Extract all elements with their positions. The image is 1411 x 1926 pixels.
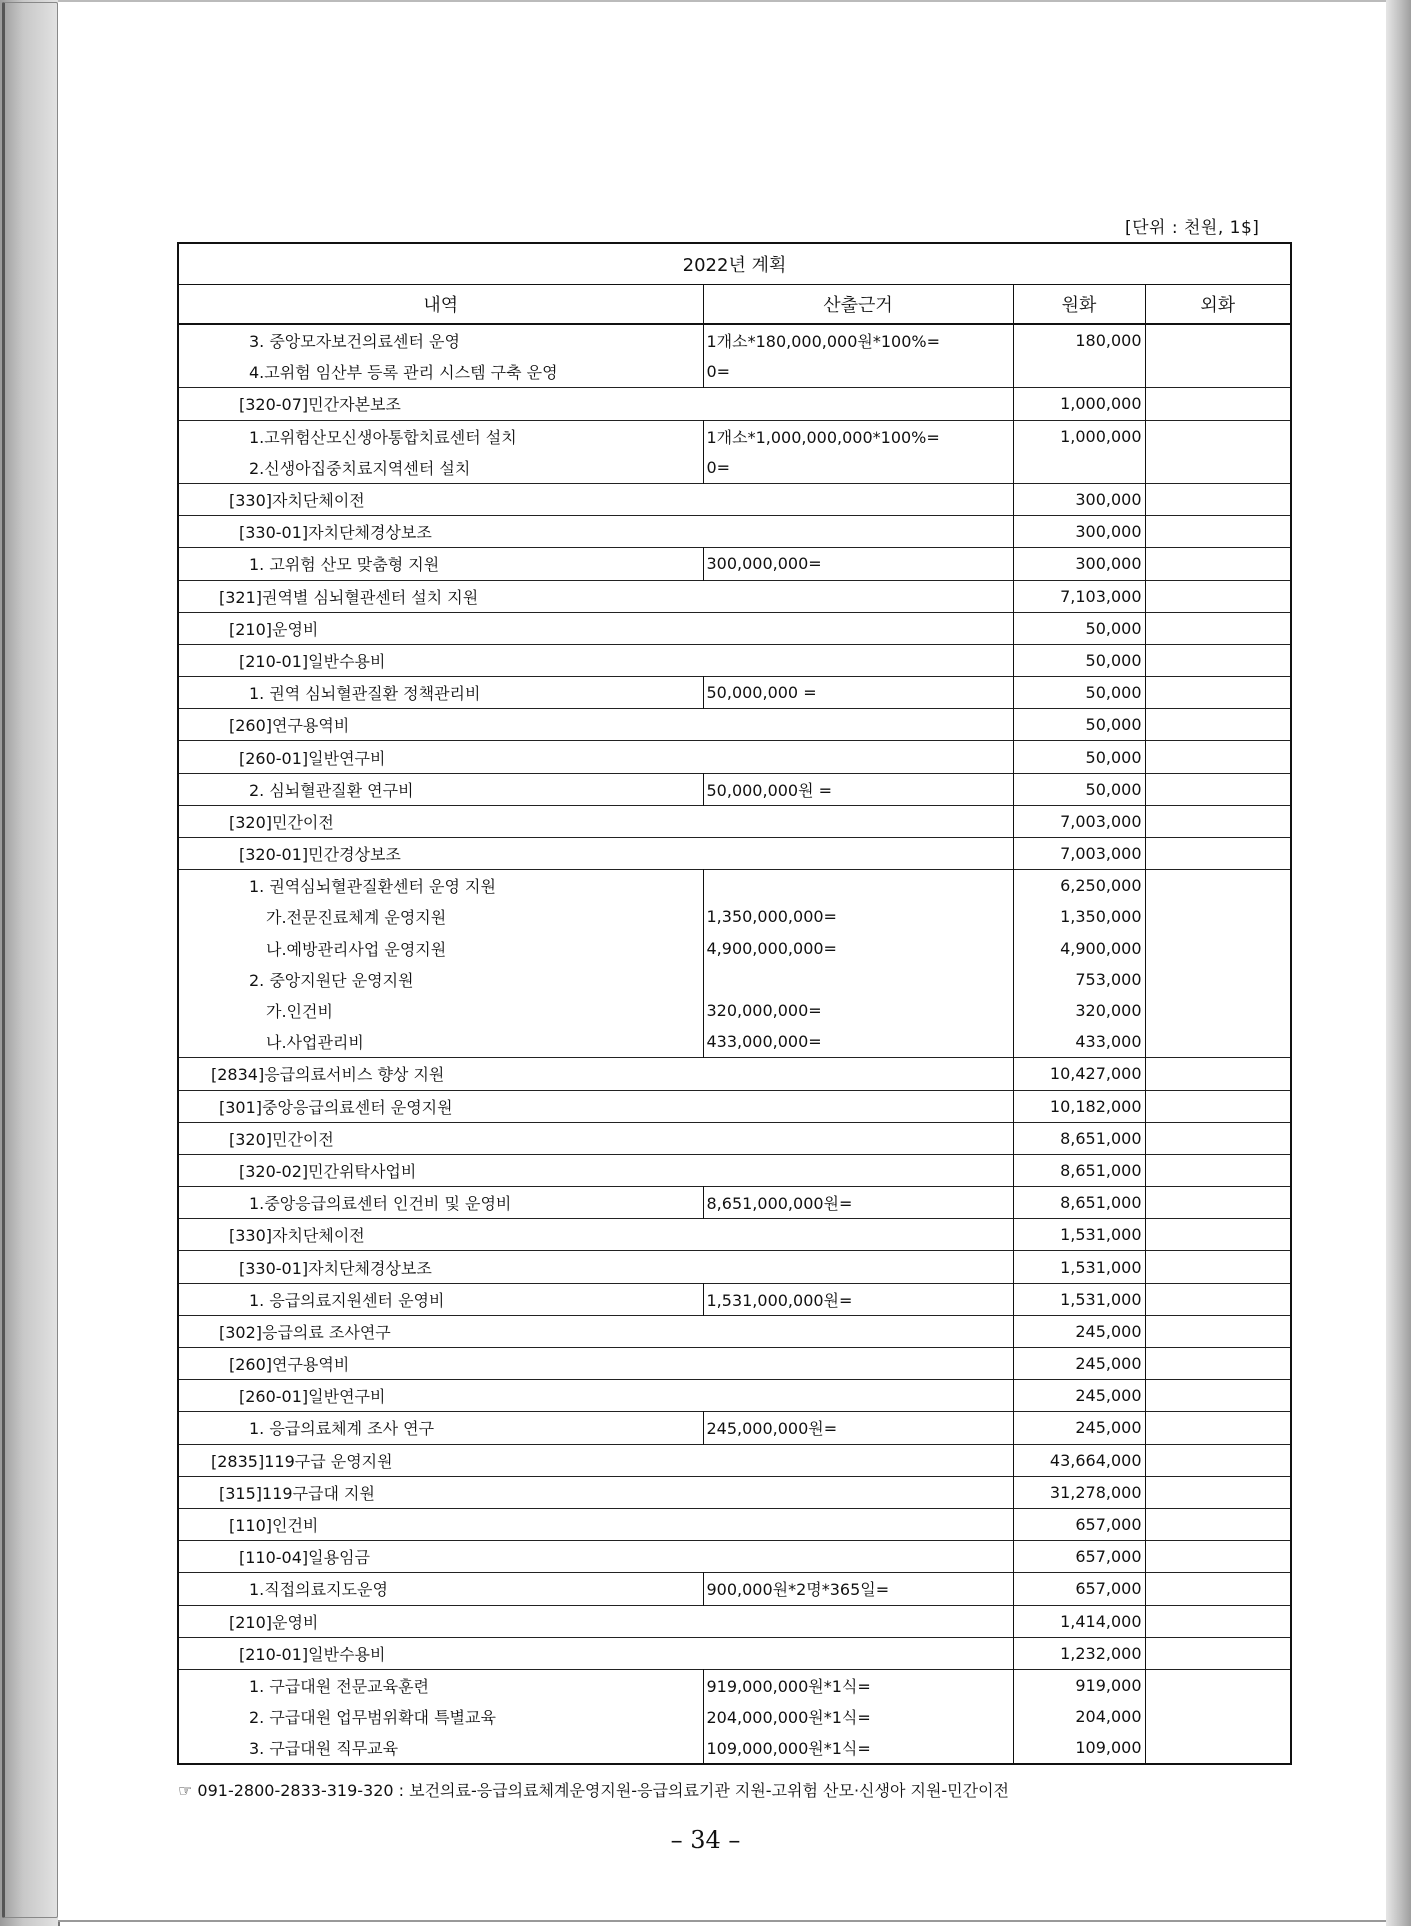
cell-foreign (1145, 1732, 1291, 1764)
cell-basis: 320,000,000= (703, 995, 1013, 1026)
cell-item: [210-01]일반수용비 (178, 644, 703, 676)
footnote: ☞ 091-2800-2833-319-320 : 보건의료-응급의료체계운영지원-응급의료기관 지원-고위험 산모·신생아 지원-민간이전 (178, 1781, 1009, 1800)
cell-foreign (1145, 1058, 1291, 1090)
table-row (178, 548, 1291, 580)
cell-krw: 753,000 (1013, 964, 1145, 995)
cell-krw: 8,651,000 (1013, 1122, 1145, 1154)
table-row (178, 516, 1291, 548)
cell-foreign (1145, 677, 1291, 709)
cell-krw: 300,000 (1013, 548, 1145, 580)
table-row (178, 1508, 1291, 1540)
cell-krw: 320,000 (1013, 995, 1145, 1026)
cell-krw: 50,000 (1013, 773, 1145, 805)
table-row (178, 1637, 1291, 1669)
budget-table (177, 242, 1292, 1765)
cell-item: 1. 응급의료체계 조사 연구 (178, 1412, 703, 1444)
table-row (178, 1732, 1291, 1764)
cell-krw: 7,103,000 (1013, 580, 1145, 612)
cell-basis: 919,000,000원*1식= (703, 1669, 1013, 1701)
cell-krw: 1,000,000 (1013, 420, 1145, 452)
cell-item: 3. 중앙모자보건의료센터 운영 (178, 324, 703, 356)
table-row (178, 1283, 1291, 1315)
cell-item: [210]운영비 (178, 1605, 703, 1637)
cell-foreign (1145, 1444, 1291, 1476)
table-row (178, 870, 1291, 902)
unit-note: [단위 : 천원, 1$] (1125, 218, 1260, 238)
table-row (178, 1187, 1291, 1219)
cell-krw: 657,000 (1013, 1541, 1145, 1573)
table-row (178, 741, 1291, 773)
cell-foreign (1145, 995, 1291, 1026)
cell-item: [210]운영비 (178, 612, 703, 644)
cell-basis (703, 388, 1013, 420)
cell-item: 1.고위험산모신생아통합치료센터 설치 (178, 420, 703, 452)
cell-foreign (1145, 870, 1291, 902)
table-row (178, 1251, 1291, 1283)
cell-foreign (1145, 1187, 1291, 1219)
cell-basis (703, 709, 1013, 741)
cell-krw: 1,414,000 (1013, 1605, 1145, 1637)
cell-basis: 900,000원*2명*365일= (703, 1573, 1013, 1605)
cell-item: [330]자치단체이전 (178, 1219, 703, 1251)
cell-foreign (1145, 901, 1291, 932)
table-title: 2022년 계획 (178, 243, 1291, 285)
cell-basis: 50,000,000 = (703, 677, 1013, 709)
cell-foreign (1145, 1315, 1291, 1347)
cell-basis: 204,000,000원*1식= (703, 1701, 1013, 1732)
table-row (178, 612, 1291, 644)
cell-foreign (1145, 452, 1291, 484)
cell-item: [320-02]민간위탁사업비 (178, 1154, 703, 1186)
cell-foreign (1145, 1219, 1291, 1251)
cell-foreign (1145, 1701, 1291, 1732)
table-row (178, 1573, 1291, 1605)
cell-foreign (1145, 773, 1291, 805)
cell-basis (703, 1348, 1013, 1380)
cell-item: 1. 구급대원 전문교육훈련 (178, 1669, 703, 1701)
table-row (178, 580, 1291, 612)
table-row (178, 452, 1291, 484)
cell-basis: 0= (703, 356, 1013, 388)
cell-item: [320-01]민간경상보조 (178, 838, 703, 870)
cell-item: [2835]119구급 운영지원 (178, 1444, 703, 1476)
cell-item: 나.사업관리비 (178, 1026, 703, 1058)
cell-basis (703, 1315, 1013, 1347)
cell-krw: 50,000 (1013, 741, 1145, 773)
cell-item: [330]자치단체이전 (178, 483, 703, 515)
cell-foreign (1145, 933, 1291, 964)
cell-item: [110-04]일용임금 (178, 1541, 703, 1573)
table-row (178, 1476, 1291, 1508)
cell-krw: 7,003,000 (1013, 838, 1145, 870)
cell-basis: 433,000,000= (703, 1026, 1013, 1058)
cell-foreign (1145, 548, 1291, 580)
cell-foreign (1145, 1541, 1291, 1573)
table-row (178, 1122, 1291, 1154)
cell-item: [210-01]일반수용비 (178, 1637, 703, 1669)
cell-item: [320]민간이전 (178, 1122, 703, 1154)
table-row (178, 677, 1291, 709)
cell-basis: 300,000,000= (703, 548, 1013, 580)
cell-krw: 245,000 (1013, 1412, 1145, 1444)
page-edge-shadow (1386, 0, 1411, 1926)
cell-foreign (1145, 612, 1291, 644)
table-row (178, 1380, 1291, 1412)
table-row (178, 1605, 1291, 1637)
cell-foreign (1145, 1348, 1291, 1380)
cell-krw: 245,000 (1013, 1315, 1145, 1347)
cell-item: [302]응급의료 조사연구 (178, 1315, 703, 1347)
cell-foreign (1145, 709, 1291, 741)
cell-krw: 50,000 (1013, 677, 1145, 709)
cell-foreign (1145, 1476, 1291, 1508)
table-row (178, 1026, 1291, 1058)
cell-krw: 50,000 (1013, 612, 1145, 644)
cell-item: [260-01]일반연구비 (178, 1380, 703, 1412)
cell-item: [321]권역별 심뇌혈관센터 설치 지원 (178, 580, 703, 612)
cell-basis (703, 1444, 1013, 1476)
cell-krw: 109,000 (1013, 1732, 1145, 1764)
page-number: – 34 – (670, 1826, 741, 1854)
table-row (178, 933, 1291, 964)
table-row (178, 388, 1291, 420)
cell-foreign (1145, 1380, 1291, 1412)
cell-foreign (1145, 644, 1291, 676)
cell-foreign (1145, 1605, 1291, 1637)
column-header-foreign: 외화 (1145, 285, 1291, 325)
cell-basis (703, 741, 1013, 773)
cell-item: [260]연구용역비 (178, 709, 703, 741)
cell-krw: 1,232,000 (1013, 1637, 1145, 1669)
cell-krw: 245,000 (1013, 1380, 1145, 1412)
cell-foreign (1145, 1283, 1291, 1315)
cell-foreign (1145, 838, 1291, 870)
cell-krw: 657,000 (1013, 1508, 1145, 1540)
cell-krw: 300,000 (1013, 483, 1145, 515)
cell-foreign (1145, 1154, 1291, 1186)
cell-foreign (1145, 964, 1291, 995)
table-row (178, 1412, 1291, 1444)
book-spine (0, 0, 60, 1926)
cell-basis: 245,000,000원= (703, 1412, 1013, 1444)
table-row (178, 838, 1291, 870)
cell-item: 가.인건비 (178, 995, 703, 1026)
cell-krw: 1,531,000 (1013, 1251, 1145, 1283)
table-row (178, 324, 1291, 356)
cell-basis (703, 644, 1013, 676)
cell-basis (703, 1508, 1013, 1540)
cell-basis (703, 1637, 1013, 1669)
cell-basis (703, 1219, 1013, 1251)
cell-item: [2834]응급의료서비스 향상 지원 (178, 1058, 703, 1090)
cell-krw: 31,278,000 (1013, 1476, 1145, 1508)
cell-basis: 1개소*1,000,000,000*100%= (703, 420, 1013, 452)
cell-basis (703, 1605, 1013, 1637)
table-row (178, 1058, 1291, 1090)
cell-basis (703, 1122, 1013, 1154)
cell-krw: 7,003,000 (1013, 805, 1145, 837)
cell-item: 1. 응급의료지원센터 운영비 (178, 1283, 703, 1315)
table-row (178, 773, 1291, 805)
cell-basis (703, 1154, 1013, 1186)
cell-basis (703, 805, 1013, 837)
table-row (178, 901, 1291, 932)
cell-krw: 10,182,000 (1013, 1090, 1145, 1122)
table-row (178, 995, 1291, 1026)
cell-item: [260]연구용역비 (178, 1348, 703, 1380)
cell-foreign (1145, 741, 1291, 773)
cell-basis (703, 1541, 1013, 1573)
cell-krw: 43,664,000 (1013, 1444, 1145, 1476)
cell-basis: 1,350,000,000= (703, 901, 1013, 932)
cell-foreign (1145, 1573, 1291, 1605)
cell-item: 2. 심뇌혈관질환 연구비 (178, 773, 703, 805)
cell-krw: 300,000 (1013, 516, 1145, 548)
cell-basis: 1,531,000,000원= (703, 1283, 1013, 1315)
cell-foreign (1145, 1090, 1291, 1122)
cell-foreign (1145, 1508, 1291, 1540)
cell-basis (703, 964, 1013, 995)
table-row (178, 805, 1291, 837)
cell-basis: 1개소*180,000,000원*100%= (703, 324, 1013, 356)
cell-item: [301]중앙응급의료센터 운영지원 (178, 1090, 703, 1122)
cell-basis: 4,900,000,000= (703, 933, 1013, 964)
cell-foreign (1145, 805, 1291, 837)
cell-basis (703, 516, 1013, 548)
table-row (178, 420, 1291, 452)
cell-basis (703, 612, 1013, 644)
cell-basis: 50,000,000원 = (703, 773, 1013, 805)
cell-foreign (1145, 516, 1291, 548)
table-row (178, 644, 1291, 676)
cell-krw (1013, 452, 1145, 484)
table-row (178, 1219, 1291, 1251)
cell-item: [320-07]민간자본보조 (178, 388, 703, 420)
cell-basis (703, 483, 1013, 515)
cell-item: 1.직접의료지도운영 (178, 1573, 703, 1605)
cell-krw: 1,000,000 (1013, 388, 1145, 420)
cell-item: 2. 중앙지원단 운영지원 (178, 964, 703, 995)
table-row (178, 709, 1291, 741)
cell-basis: 109,000,000원*1식= (703, 1732, 1013, 1764)
cell-krw: 180,000 (1013, 324, 1145, 356)
cell-krw (1013, 356, 1145, 388)
table-row (178, 1669, 1291, 1701)
cell-krw: 50,000 (1013, 644, 1145, 676)
cell-krw: 1,531,000 (1013, 1283, 1145, 1315)
cell-krw: 8,651,000 (1013, 1187, 1145, 1219)
cell-item: [260-01]일반연구비 (178, 741, 703, 773)
table-row (178, 1090, 1291, 1122)
cell-basis (703, 838, 1013, 870)
cell-item: 1. 고위험 산모 맞춤형 지원 (178, 548, 703, 580)
cell-krw: 1,350,000 (1013, 901, 1145, 932)
cell-krw: 657,000 (1013, 1573, 1145, 1605)
cell-krw: 245,000 (1013, 1348, 1145, 1380)
cell-item: 1.중앙응급의료센터 인건비 및 운영비 (178, 1187, 703, 1219)
cell-item: [110]인건비 (178, 1508, 703, 1540)
column-header-item: 내역 (178, 285, 703, 325)
cell-item: 1. 권역 심뇌혈관질환 정책관리비 (178, 677, 703, 709)
cell-item: [330-01]자치단체경상보조 (178, 516, 703, 548)
table-row (178, 1315, 1291, 1347)
cell-foreign (1145, 580, 1291, 612)
column-header-krw: 원화 (1013, 285, 1145, 325)
cell-item: 가.전문진료체계 운영지원 (178, 901, 703, 932)
cell-item: 2.신생아집중치료지역센터 설치 (178, 452, 703, 484)
cell-item: [320]민간이전 (178, 805, 703, 837)
cell-krw: 4,900,000 (1013, 933, 1145, 964)
cell-basis (703, 1251, 1013, 1283)
cell-basis (703, 1090, 1013, 1122)
cell-krw: 8,651,000 (1013, 1154, 1145, 1186)
table-row (178, 483, 1291, 515)
cell-foreign (1145, 1251, 1291, 1283)
cell-item: 나.예방관리사업 운영지원 (178, 933, 703, 964)
cell-item: 4.고위험 임산부 등록 관리 시스템 구축 운영 (178, 356, 703, 388)
table-row (178, 1348, 1291, 1380)
cell-item: [330-01]자치단체경상보조 (178, 1251, 703, 1283)
table-row (178, 1444, 1291, 1476)
cell-basis: 0= (703, 452, 1013, 484)
cell-krw: 10,427,000 (1013, 1058, 1145, 1090)
cell-foreign (1145, 420, 1291, 452)
cell-foreign (1145, 483, 1291, 515)
cell-foreign (1145, 324, 1291, 356)
cell-krw: 919,000 (1013, 1669, 1145, 1701)
cell-krw: 1,531,000 (1013, 1219, 1145, 1251)
table-row (178, 1701, 1291, 1732)
table-row (178, 964, 1291, 995)
cell-item: 1. 권역심뇌혈관질환센터 운영 지원 (178, 870, 703, 902)
cell-krw: 433,000 (1013, 1026, 1145, 1058)
cell-foreign (1145, 388, 1291, 420)
cell-basis (703, 1058, 1013, 1090)
cell-basis (703, 1476, 1013, 1508)
table-row (178, 1154, 1291, 1186)
cell-foreign (1145, 1026, 1291, 1058)
cell-item: [315]119구급대 지원 (178, 1476, 703, 1508)
cell-basis (703, 870, 1013, 902)
budget-table-body (178, 324, 1291, 1764)
cell-basis: 8,651,000,000원= (703, 1187, 1013, 1219)
cell-foreign (1145, 1122, 1291, 1154)
cell-foreign (1145, 356, 1291, 388)
cell-foreign (1145, 1412, 1291, 1444)
cell-foreign (1145, 1669, 1291, 1701)
table-row (178, 356, 1291, 388)
cell-krw: 6,250,000 (1013, 870, 1145, 902)
cell-krw: 50,000 (1013, 709, 1145, 741)
cell-item: 3. 구급대원 직무교육 (178, 1732, 703, 1764)
table-row (178, 1541, 1291, 1573)
cell-basis (703, 580, 1013, 612)
cell-basis (703, 1380, 1013, 1412)
cell-krw: 204,000 (1013, 1701, 1145, 1732)
cell-item: 2. 구급대원 업무범위확대 특별교육 (178, 1701, 703, 1732)
column-header-basis: 산출근거 (703, 285, 1013, 325)
cell-foreign (1145, 1637, 1291, 1669)
